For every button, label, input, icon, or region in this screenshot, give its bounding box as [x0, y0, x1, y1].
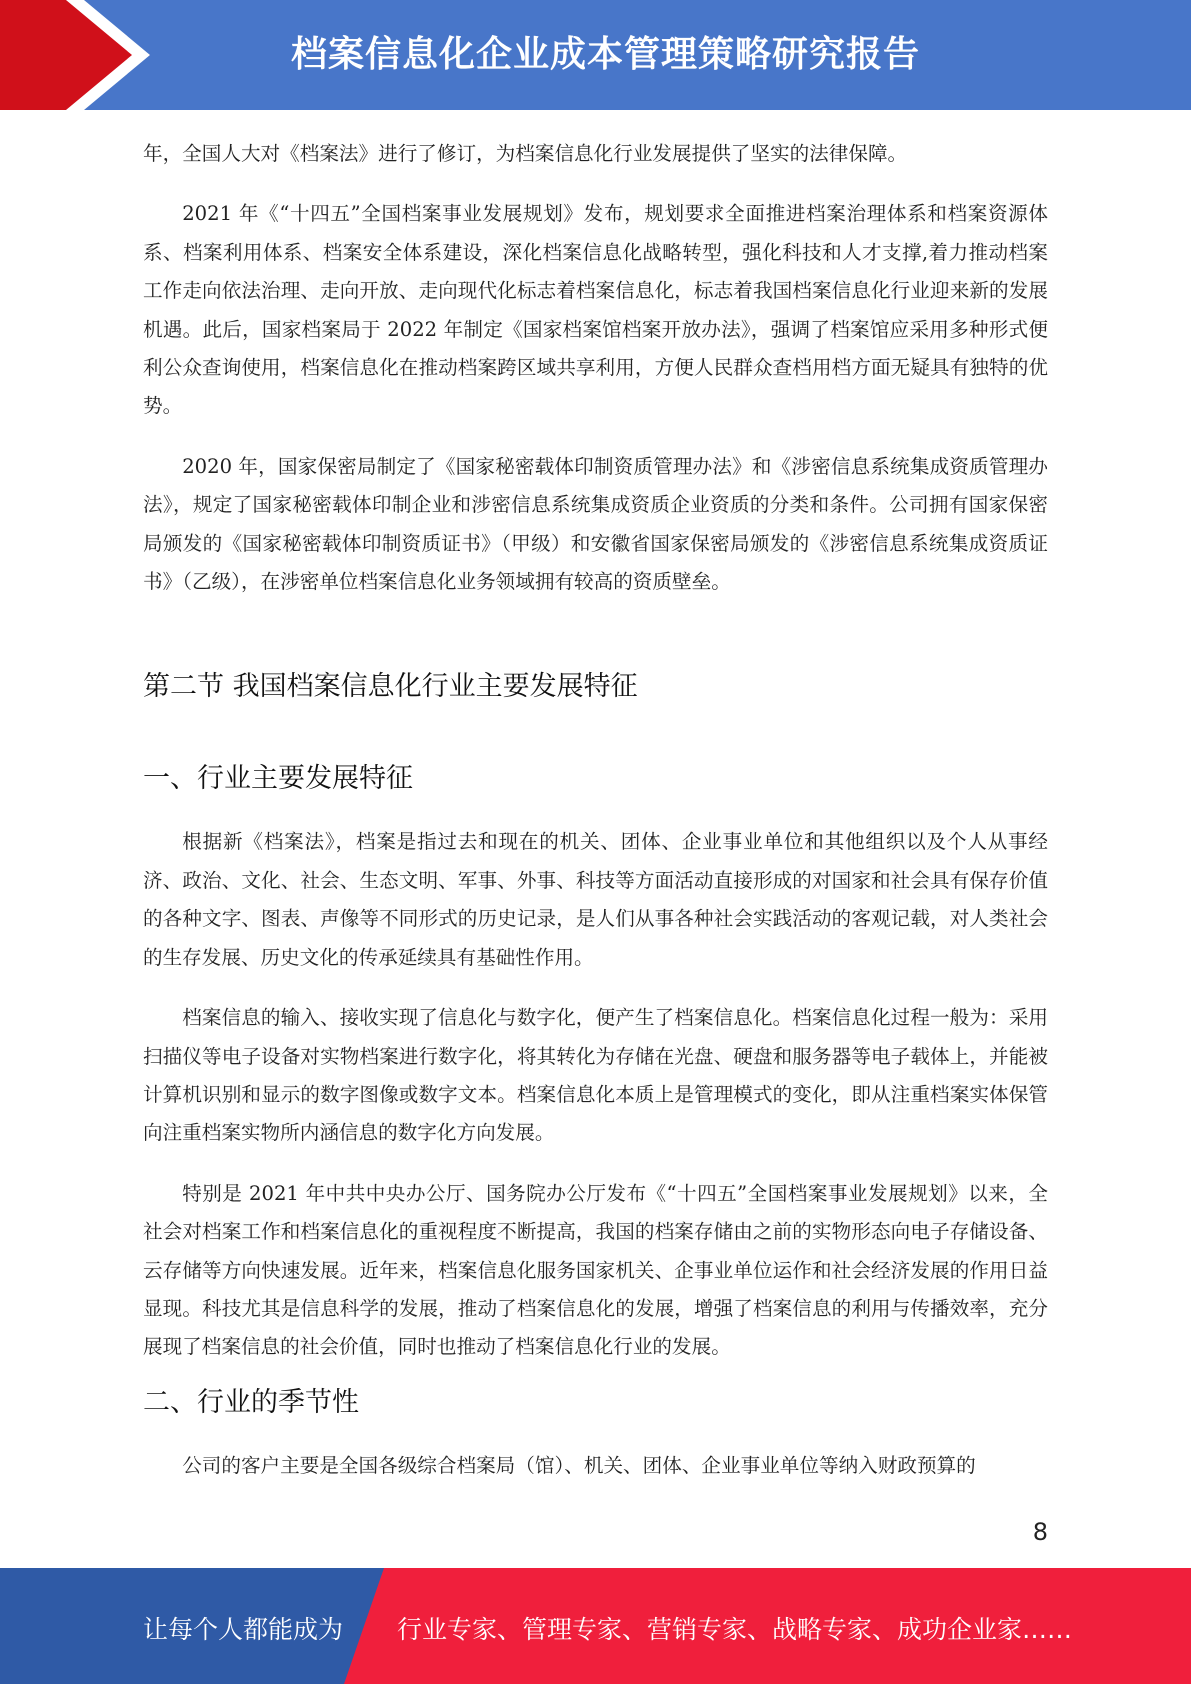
paragraph: 根据新《档案法》，档案是指过去和现在的机关、团体、企业事业单位和其他组织以及个人从事经济、政治、文化、社会、生态文明、军事、外事、科技等方面活动直接形成的对国家和社会具有保存价值的各种文字、图表、声像等不同形式的历史记录，是人们从事各种社会实践活动的客观记载，对人类社会的生存发展、历史文化的传承延续具有基础性作用。 [143, 830, 1048, 969]
page-header [0, 0, 1191, 110]
header-title: 档案信息化企业成本管理策略研究报告 [290, 34, 920, 75]
paragraph: 2020 年，国家保密局制定了《国家秘密载体印制资质管理办法》和《涉密信息系统集成资质管理办法》，规定了国家秘密载体印制企业和涉密信息系统集成资质企业资质的分类和条件。公司拥有国家保密局颁发的《国家秘密载体印制资质证书》（甲级）和安徽省国家保密局颁发的《涉密信息系统集成资质证书》（乙级），在涉密单位档案信息化业务领域拥有较高的资质壁垒。 [143, 454, 1048, 594]
paragraph: 档案信息的输入、接收实现了信息化与数字化，便产生了档案信息化。档案信息化过程一般为：采用扫描仪等电子设备对实物档案进行数字化，将其转化为存储在光盘、硬盘和服务器等电子载体上，并能被计算机识别和显示的数字图像或数字文本。档案信息化本质上是管理模式的变化，即从注重档案实体保管向注重档案实物所内涵信息的数字化方向发展。 [143, 1006, 1048, 1145]
paragraph: 2021 年《“十四五”全国档案事业发展规划》发布，规划要求全面推进档案治理体系和档案资源体系、档案利用体系、档案安全体系建设，深化档案信息化战略转型，强化科技和人才支撑,着力推动档案工作走向依法治理、走向开放、走向现代化标志着档案信息化，标志着我国档案信息化行业迎来新的发展机遇。此后，国家档案局于 2022 年制定《国家档案馆档案开放办法》，强调了档案馆应采用多种形式便利公众查询使用，档案信息化在推动档案跨区域共享利用，方便人民群众查档用档方面无疑具有独特的优势。 [143, 202, 1048, 418]
subsection-title: 二、行业的季节性 [143, 1386, 359, 1418]
footer-slogan-right: 行业专家、管理专家、营销专家、战略专家、成功企业家…… [397, 1615, 1073, 1644]
page-footer [0, 1568, 1191, 1684]
paragraph: 特别是 2021 年中共中央办公厅、国务院办公厅发布《“十四五”全国档案事业发展规划》以来，全社会对档案工作和档案信息化的重视程度不断提高，我国的档案存储由之前的实物形态向电子存储设备、云存储等方向快速发展。近年来，档案信息化服务国家机关、企事业单位运作和社会经济发展的作用日益显现。科技尤其是信息科学的发展，推动了档案信息化的发展，增强了档案信息的利用与传播效率，充分展现了档案信息的社会价值，同时也推动了档案信息化行业的发展。 [143, 1181, 1048, 1359]
paragraph: 公司的客户主要是全国各级综合档案局（馆）、机关、团体、企业事业单位等纳入财政预算的 [182, 1453, 976, 1477]
page-content [143, 135, 1048, 1485]
section-title: 第二节 我国档案信息化行业主要发展特征 [143, 671, 638, 703]
subsection-title: 一、行业主要发展特征 [143, 763, 413, 795]
footer-slogan-left: 让每个人都能成为 [143, 1615, 344, 1644]
page-number: 8 [1032, 1518, 1048, 1546]
paragraph: 年，全国人大对《档案法》进行了修订，为档案信息化行业发展提供了坚实的法律保障。 [143, 142, 908, 165]
